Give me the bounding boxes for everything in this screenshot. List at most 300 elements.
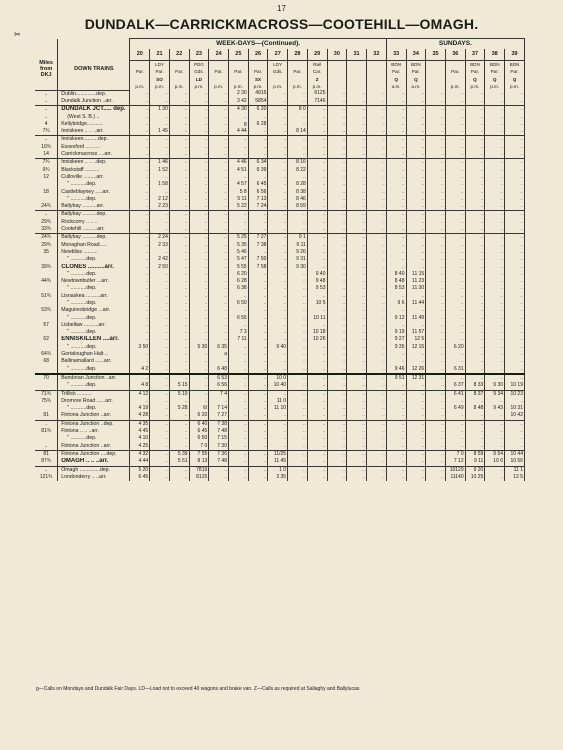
time-cell: .. — [485, 211, 505, 219]
time-cell: .. — [189, 336, 209, 343]
time-cell: .. — [130, 189, 150, 196]
time-cell: .. — [307, 412, 327, 420]
time-cell: 6 31 — [445, 366, 465, 374]
time-cell: 10 26 — [307, 336, 327, 343]
time-cell: 9 34 — [485, 390, 505, 398]
time-cell: .. — [426, 144, 446, 151]
time-cell: .. — [366, 174, 386, 181]
time-cell: .. — [268, 271, 288, 278]
station-name: Fintona Junction ..arr. — [58, 443, 130, 451]
time-cell: 9 51 — [386, 374, 406, 382]
time-cell: 12 31 — [406, 374, 426, 382]
timetable-row — [35, 412, 525, 420]
time-cell: .. — [268, 322, 288, 329]
time-cell: .. — [445, 307, 465, 314]
time-cell: 6125 — [307, 90, 327, 98]
time-cell: .. — [347, 181, 367, 188]
time-cell: 7 30 — [209, 443, 229, 451]
station-name: Inniskeen .. .. ..dep. — [58, 159, 130, 167]
time-cell: .. — [327, 374, 347, 382]
time-cell: .. — [505, 90, 525, 98]
mileage-cell: 4 — [35, 121, 58, 128]
time-cell: .. — [445, 256, 465, 263]
time-cell: .. — [386, 226, 406, 234]
day-code-cell — [209, 76, 229, 83]
time-cell: .. — [366, 256, 386, 263]
time-cell: .. — [406, 428, 426, 435]
time-cell: .. — [327, 474, 347, 481]
time-cell: .. — [426, 450, 446, 458]
time-cell: .. — [248, 374, 268, 382]
am-pm-cell: p.m. — [150, 83, 170, 90]
timetable-row — [35, 390, 525, 398]
time-cell: .. — [130, 242, 150, 249]
time-cell: .. — [445, 189, 465, 196]
time-cell: .. — [426, 405, 446, 412]
time-cell: 8 28 — [288, 181, 308, 188]
train-number-cell: 29 — [307, 49, 327, 61]
time-cell: .. — [347, 450, 367, 458]
time-cell: .. — [386, 242, 406, 249]
time-cell: .. — [445, 336, 465, 343]
time-cell: 5854 — [248, 98, 268, 106]
time-cell: .. — [130, 285, 150, 292]
train-type-cell: Par. — [169, 68, 189, 75]
time-cell: .. — [465, 366, 485, 374]
time-cell: 8 22 — [288, 167, 308, 174]
time-cell: .. — [307, 382, 327, 390]
station-name: Bundoran Junction ..arr. — [58, 374, 130, 382]
time-cell: .. — [189, 300, 209, 307]
time-cell: .. — [150, 249, 170, 256]
time-cell: .. — [209, 264, 229, 271]
timetable-row — [35, 167, 525, 174]
station-name: Rockcorry .. .. .. — [58, 219, 130, 226]
time-cell: .. — [268, 435, 288, 442]
time-cell: .. — [327, 390, 347, 398]
time-cell: 1 58 — [150, 181, 170, 188]
time-cell: .. — [505, 106, 525, 114]
operator-code-cell — [445, 61, 465, 69]
time-cell: .. — [130, 329, 150, 336]
time-cell: 6 20 — [248, 106, 268, 114]
mileage-cell — [35, 366, 58, 374]
time-cell: .. — [209, 189, 229, 196]
time-cell: 6 45 — [189, 428, 209, 435]
time-cell: .. — [327, 167, 347, 174]
page-title: DUNDALK—CARRICKMACROSS—COOTEHILL—OMAGH. — [84, 16, 479, 32]
time-cell: .. — [268, 420, 288, 428]
station-name: Fintona Junction ..arr. — [58, 412, 130, 420]
time-cell: .. — [505, 167, 525, 174]
operator-code-cell — [426, 61, 446, 69]
time-cell: 10 5 — [307, 300, 327, 307]
time-cell: .. — [445, 264, 465, 271]
time-cell: .. — [327, 300, 347, 307]
time-cell: .. — [169, 336, 189, 343]
time-cell: 4 28 — [130, 412, 150, 420]
train-type-cell: Gds. — [268, 68, 288, 75]
time-cell: .. — [130, 226, 150, 234]
time-cell: .. — [189, 106, 209, 114]
time-cell: .. — [150, 374, 170, 382]
time-cell: .. — [130, 167, 150, 174]
time-cell: .. — [209, 181, 229, 188]
time-cell: .. — [347, 315, 367, 322]
time-cell: .. — [150, 405, 170, 412]
time-cell: .. — [445, 211, 465, 219]
station-name: " ...........dep. — [58, 329, 130, 336]
time-cell: .. — [366, 329, 386, 336]
time-cell: .. — [150, 329, 170, 336]
time-cell: .. — [248, 151, 268, 159]
time-cell: .. — [288, 351, 308, 358]
time-cell: .. — [130, 203, 150, 211]
time-cell: .. — [307, 405, 327, 412]
time-cell: .. — [505, 322, 525, 329]
time-cell: .. — [426, 285, 446, 292]
time-cell: .. — [248, 322, 268, 329]
time-cell: 9 27 — [386, 336, 406, 343]
time-cell: .. — [505, 278, 525, 285]
station-name: " ...........dep. — [58, 285, 130, 292]
station-name: Gortaloughan Halt .. — [58, 351, 130, 358]
time-cell: .. — [327, 114, 347, 121]
time-cell: .. — [228, 358, 248, 365]
station-name: Carrickmacross ....arr. — [58, 151, 130, 159]
time-cell: .. — [485, 435, 505, 442]
mileage-cell — [35, 315, 58, 322]
train-type-cell — [347, 68, 367, 75]
time-cell: .. — [288, 405, 308, 412]
time-cell: 7146 — [307, 98, 327, 106]
time-cell: .. — [386, 398, 406, 405]
time-cell: .. — [465, 322, 485, 329]
timetable-row — [35, 322, 525, 329]
time-cell: .. — [445, 374, 465, 382]
station-name: Blackstaff .......... — [58, 167, 130, 174]
time-cell: .. — [386, 264, 406, 271]
time-cell: .. — [445, 358, 465, 365]
mileage-cell: 29¾ — [35, 219, 58, 226]
time-cell: .. — [189, 398, 209, 405]
time-cell: .. — [268, 293, 288, 300]
time-cell: .. — [426, 398, 446, 405]
time-cell: .. — [150, 226, 170, 234]
time-cell: 10 18 — [307, 329, 327, 336]
time-cell: .. — [366, 242, 386, 249]
time-cell: .. — [248, 271, 268, 278]
time-cell: .. — [307, 211, 327, 219]
time-cell: .. — [465, 420, 485, 428]
time-cell: .. — [485, 344, 505, 351]
time-cell: .. — [150, 219, 170, 226]
time-cell: .. — [386, 458, 406, 466]
station-name: Fintona .. .. ..arr. — [58, 428, 130, 435]
time-cell: .. — [465, 114, 485, 121]
time-cell: .. — [169, 249, 189, 256]
time-cell: .. — [288, 219, 308, 226]
time-cell: .. — [505, 196, 525, 203]
time-cell: .. — [209, 256, 229, 263]
time-cell: .. — [150, 174, 170, 181]
time-cell: .. — [406, 322, 426, 329]
time-cell: .. — [150, 151, 170, 159]
time-cell: 10 44 — [505, 450, 525, 458]
time-cell: .. — [288, 420, 308, 428]
time-cell: .. — [189, 264, 209, 271]
time-cell: .. — [485, 256, 505, 263]
am-pm-cell: p.m. — [189, 83, 209, 90]
time-cell: .. — [327, 405, 347, 412]
timetable-row — [35, 435, 525, 442]
time-cell: .. — [327, 293, 347, 300]
time-cell: .. — [347, 226, 367, 234]
time-cell: .. — [347, 374, 367, 382]
time-cell: 4 35 — [130, 420, 150, 428]
time-cell: .. — [426, 278, 446, 285]
time-cell: .. — [386, 203, 406, 211]
time-cell: .. — [169, 435, 189, 442]
time-cell: .. — [209, 300, 229, 307]
time-cell: .. — [327, 278, 347, 285]
time-cell: .. — [288, 336, 308, 343]
time-cell: .. — [209, 159, 229, 167]
time-cell: .. — [228, 322, 248, 329]
time-cell: .. — [406, 196, 426, 203]
time-cell: .. — [347, 329, 367, 336]
time-cell: 9 46 — [386, 366, 406, 374]
station-name: " ...........dep. — [58, 300, 130, 307]
time-cell: .. — [209, 196, 229, 203]
time-cell: .. — [189, 203, 209, 211]
time-cell: .. — [347, 211, 367, 219]
time-cell: 5 15 — [169, 382, 189, 390]
time-cell: .. — [248, 390, 268, 398]
mileage-cell: .. — [35, 211, 58, 219]
time-cell: .. — [307, 136, 327, 144]
time-cell: .. — [248, 466, 268, 474]
timetable-row — [35, 226, 525, 234]
time-cell: .. — [169, 196, 189, 203]
time-cell: .. — [327, 398, 347, 405]
time-cell: .. — [288, 136, 308, 144]
day-code-cell — [347, 76, 367, 83]
operator-code-cell — [130, 61, 150, 69]
time-cell: .. — [288, 374, 308, 382]
time-cell: .. — [327, 211, 347, 219]
station-name: " ...........dep. — [58, 315, 130, 322]
time-cell: .. — [485, 374, 505, 382]
time-cell: .. — [189, 98, 209, 106]
timetable-row — [35, 196, 525, 203]
time-cell: .. — [347, 219, 367, 226]
time-cell: .. — [347, 167, 367, 174]
station-name: Dublin..............dep. — [58, 90, 130, 98]
time-cell: .. — [406, 211, 426, 219]
time-cell: 10 19 — [505, 382, 525, 390]
time-cell: .. — [366, 121, 386, 128]
time-cell: .. — [169, 226, 189, 234]
time-cell: .. — [130, 374, 150, 382]
time-cell: .. — [248, 174, 268, 181]
timetable-row — [35, 144, 525, 151]
train-type-cell: Par. — [288, 68, 308, 75]
train-number-cell: 23 — [189, 49, 209, 61]
time-cell: .. — [307, 203, 327, 211]
timetable-row — [35, 300, 525, 307]
mileage-cell: 33¾ — [35, 226, 58, 234]
time-cell: .. — [248, 351, 268, 358]
time-cell: .. — [445, 443, 465, 451]
time-cell: .. — [347, 390, 367, 398]
time-cell: .. — [150, 315, 170, 322]
time-cell: .. — [445, 322, 465, 329]
time-cell: .. — [465, 219, 485, 226]
time-cell: .. — [386, 196, 406, 203]
station-name: (West S. B.) .. — [58, 114, 130, 121]
time-cell: .. — [288, 211, 308, 219]
time-cell: .. — [288, 412, 308, 420]
time-cell: .. — [426, 226, 446, 234]
operator-code-cell: BDN — [485, 61, 505, 69]
time-cell: 5 30 — [189, 344, 209, 351]
mileage-cell: .. — [35, 98, 58, 106]
timetable-row — [35, 128, 525, 136]
time-cell: .. — [406, 189, 426, 196]
time-cell: 7 12 — [445, 458, 465, 466]
time-cell: .. — [288, 466, 308, 474]
time-cell: .. — [327, 382, 347, 390]
time-cell: .. — [169, 428, 189, 435]
time-cell: .. — [169, 322, 189, 329]
time-cell: .. — [150, 443, 170, 451]
time-cell: .. — [485, 181, 505, 188]
time-cell: .. — [130, 249, 150, 256]
time-cell: .. — [268, 151, 288, 159]
time-cell: .. — [327, 420, 347, 428]
station-name: " ...........dep. — [58, 196, 130, 203]
time-cell: .. — [248, 136, 268, 144]
time-cell: .. — [347, 420, 367, 428]
time-cell: .. — [445, 329, 465, 336]
page-number: 17 — [277, 4, 286, 13]
train-number-cell: 25 — [228, 49, 248, 61]
time-cell: .. — [189, 211, 209, 219]
time-cell: 4 46 — [228, 159, 248, 167]
am-pm-cell: p.m. — [288, 83, 308, 90]
time-cell: .. — [465, 196, 485, 203]
time-cell: .. — [268, 144, 288, 151]
time-cell: .. — [307, 344, 327, 351]
time-cell: .. — [426, 382, 446, 390]
time-cell: .. — [465, 271, 485, 278]
time-cell: .. — [366, 450, 386, 458]
mileage-cell — [35, 196, 58, 203]
time-cell: .. — [386, 189, 406, 196]
time-cell: 9 6 — [386, 300, 406, 307]
time-cell: .. — [228, 435, 248, 442]
time-cell: 7 27 — [209, 412, 229, 420]
time-cell: .. — [386, 405, 406, 412]
station-name: Newtownbutler ...arr. — [58, 278, 130, 285]
time-cell: 2 50 — [150, 264, 170, 271]
operator-code-cell: BDN — [386, 61, 406, 69]
timetable-row — [35, 307, 525, 314]
mileage-cell: 71¾ — [35, 390, 58, 398]
time-cell: .. — [169, 271, 189, 278]
time-cell: .. — [268, 307, 288, 314]
time-cell: 2 33 — [150, 242, 170, 249]
time-cell: 10 23 — [505, 390, 525, 398]
time-cell: .. — [307, 159, 327, 167]
time-cell: 8 38 — [288, 189, 308, 196]
time-cell: .. — [327, 203, 347, 211]
time-cell: .. — [445, 219, 465, 226]
time-cell: .. — [169, 98, 189, 106]
time-cell: .. — [327, 219, 347, 226]
time-cell: .. — [307, 106, 327, 114]
station-name: Culloville .........arr. — [58, 174, 130, 181]
time-cell: .. — [228, 420, 248, 428]
time-cell: .. — [445, 114, 465, 121]
time-cell: .. — [288, 151, 308, 159]
time-cell: 7 15 — [209, 435, 229, 442]
time-cell: 9 53 — [307, 285, 327, 292]
time-cell: .. — [288, 366, 308, 374]
time-cell: .. — [209, 315, 229, 322]
time-cell: .. — [189, 278, 209, 285]
time-cell: 2 24 — [150, 234, 170, 242]
time-cell: .. — [150, 144, 170, 151]
operator-code-cell — [347, 61, 367, 69]
time-cell: .. — [386, 98, 406, 106]
day-code-cell — [426, 76, 446, 83]
time-cell: .. — [307, 234, 327, 242]
time-cell: .. — [228, 398, 248, 405]
time-cell: .. — [189, 151, 209, 159]
time-cell: .. — [150, 98, 170, 106]
time-cell: 12 5 — [505, 474, 525, 481]
day-code-cell — [228, 76, 248, 83]
time-cell: .. — [347, 366, 367, 374]
time-cell: .. — [406, 203, 426, 211]
time-cell: .. — [189, 159, 209, 167]
time-cell: .. — [505, 234, 525, 242]
time-cell: .. — [189, 307, 209, 314]
time-cell: .. — [406, 307, 426, 314]
time-cell: .. — [169, 144, 189, 151]
time-cell: .. — [169, 242, 189, 249]
time-cell: .. — [327, 256, 347, 263]
time-cell: .. — [347, 293, 367, 300]
time-cell: .. — [406, 443, 426, 451]
time-cell: 7 55 — [189, 450, 209, 458]
time-cell: .. — [485, 121, 505, 128]
time-cell: 10 31 — [505, 405, 525, 412]
time-cell: .. — [268, 336, 288, 343]
time-cell: .. — [347, 466, 367, 474]
time-cell: .. — [288, 382, 308, 390]
timetable-row — [35, 256, 525, 263]
time-cell: .. — [366, 159, 386, 167]
time-cell: .. — [307, 428, 327, 435]
time-cell: .. — [327, 121, 347, 128]
time-cell: .. — [366, 90, 386, 98]
time-cell: .. — [169, 420, 189, 428]
time-cell: .. — [307, 151, 327, 159]
time-cell: .. — [465, 336, 485, 343]
